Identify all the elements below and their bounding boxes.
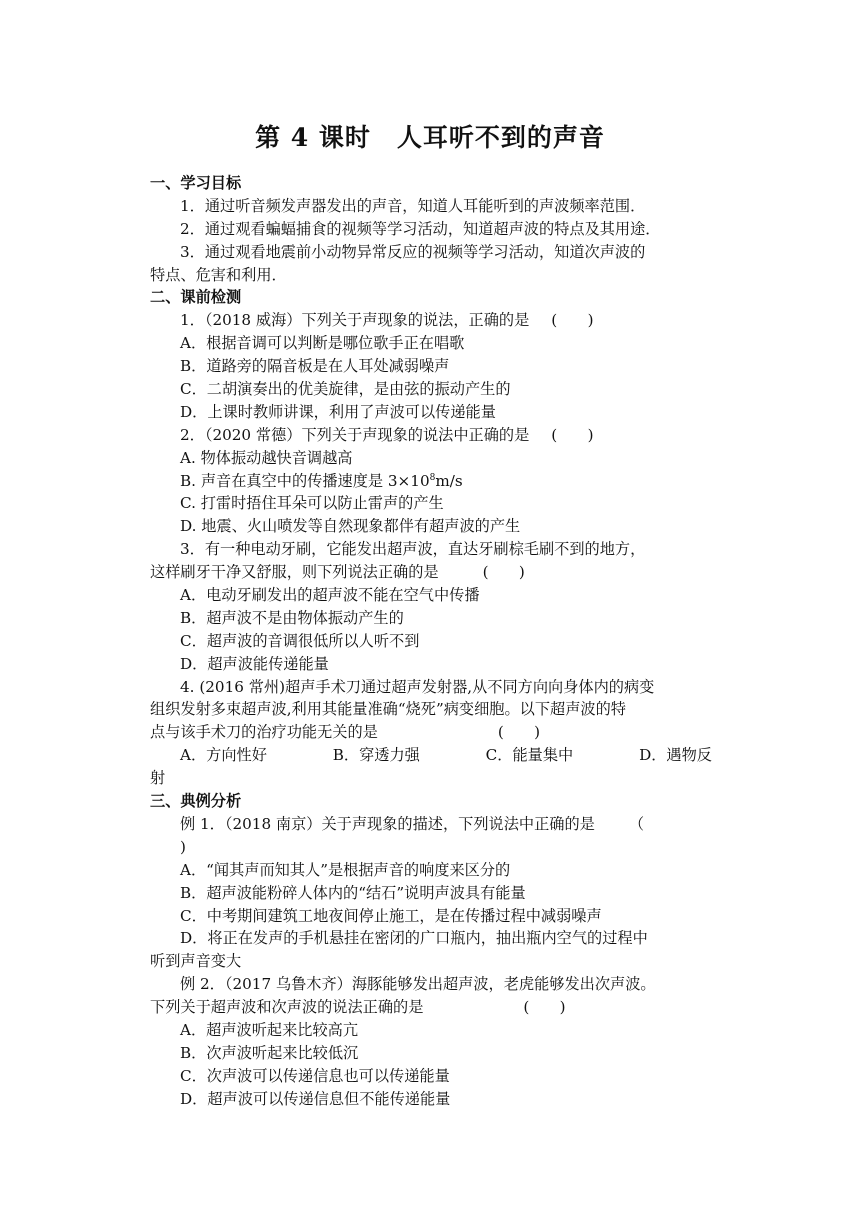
question-1-stem <box>150 309 712 332</box>
unit: m/s <box>435 471 463 490</box>
option-b: B．穿透力强 <box>332 746 420 765</box>
option-a: A. 物体振动越快音调越高 <box>180 448 353 467</box>
page-title: 第 4 课时 人耳听不到的声音 <box>255 123 605 152</box>
question-3-stem: 3．有一种电动牙刷，它能发出超声波，直达牙刷棕毛刷不到的地方， <box>180 540 646 559</box>
option-d: D．上课时教师讲课，利用了声波可以传递能量 <box>180 402 496 421</box>
question-text: 点与该手术刀的治疗功能无关的是 <box>150 723 378 742</box>
question-2-stem <box>150 424 712 447</box>
exponent: 8 <box>429 472 436 483</box>
question-4-stem-continued <box>150 721 712 744</box>
section-heading-examples: 三、典例分析 <box>150 792 242 811</box>
option-d: D．超声波可以传递信息但不能传递能量 <box>180 1089 451 1108</box>
option-b: B．道路旁的隔音板是在人耳处减弱噪声 <box>180 357 450 376</box>
option-b: B．超声波不是由物体振动产生的 <box>180 608 404 627</box>
option-c: C．超声波的音调很低所以人听不到 <box>180 631 420 650</box>
section-heading-goals: 一、学习目标 <box>150 174 242 192</box>
option-d: D．超声波能传递能量 <box>180 654 329 673</box>
option-b: B．次声波听起来比较低沉 <box>180 1043 359 1062</box>
option-a: A．超声波听起来比较高亢 <box>180 1020 359 1039</box>
option-a: A．电动牙刷发出的超声波不能在空气中传播 <box>180 586 480 605</box>
option-a: A．方向性好 <box>180 746 267 765</box>
section-heading-pretest: 二、课前检测 <box>150 288 242 307</box>
option-b: B．超声波能粉碎人体内的“结石”说明声波具有能量 <box>180 883 526 902</box>
option-b <box>150 470 712 493</box>
question-text: 例 1．（2018 南京）关于声现象的描述，下列说法中正确的是 <box>180 814 595 833</box>
question-text: 1．（2018 威海）下列关于声现象的说法，正确的是 <box>180 311 530 330</box>
answer-bracket-open: （ <box>628 814 645 833</box>
goal-item: 2．通过观看蝙蝠捕食的视频等学习活动，知道超声波的特点及其用途． <box>180 219 661 238</box>
option-d: D. 地震、火山喷发等自然现象都伴有超声波的产生 <box>180 517 521 536</box>
answer-bracket-close: ) <box>180 837 186 856</box>
answer-bracket: ( ) <box>551 311 594 330</box>
document-body <box>150 172 712 1111</box>
example-1-stem <box>150 813 712 836</box>
answer-bracket: ( ) <box>551 425 594 444</box>
option-c: C．能量集中 <box>485 746 574 765</box>
question-3-stem-continued <box>150 561 712 584</box>
option-c: C．中考期间建筑工地夜间停止施工，是在传播过程中减弱噪声 <box>180 906 602 925</box>
answer-bracket: ( ) <box>523 998 566 1017</box>
question-text: 2．（2020 常德）下列关于声现象的说法中正确的是 <box>180 425 530 444</box>
option-c: C．二胡演奏出的优美旋律，是由弦的振动产生的 <box>180 380 511 399</box>
option-d: D．遇物反 <box>639 746 712 765</box>
question-4-options <box>150 744 712 767</box>
goal-item: 3．通过观看地震前小动物异常反应的视频等学习活动，知道次声波的 <box>180 242 646 261</box>
option-c: C．次声波可以传递信息也可以传递能量 <box>180 1066 450 1085</box>
option-b-text: B. 声音在真空中的传播速度是 3×10 <box>180 471 430 490</box>
example-2-stem-continued <box>150 996 712 1019</box>
answer-bracket: ( ) <box>482 563 525 582</box>
question-4-stem: 4. (2016 常州)超声手术刀通过超声发射器,从不同方向向身体内的病变 <box>180 677 655 696</box>
question-4-stem-continued: 组织发射多束超声波,利用其能量准确“烧死”病变细胞。以下超声波的特 <box>150 700 626 719</box>
option-a: A．“闻其声而知其人”是根据声音的响度来区分的 <box>180 860 511 879</box>
question-text: 下列关于超声波和次声波的说法正确的是 <box>150 998 424 1017</box>
example-2-stem: 例 2．（2017 乌鲁木齐）海豚能够发出超声波，老虎能够发出次声波。 <box>180 975 656 994</box>
option-d-continued: 听到声音变大 <box>150 952 242 971</box>
option-c: C. 打雷时捂住耳朵可以防止雷声的产生 <box>180 494 444 513</box>
option-d: D．将正在发声的手机悬挂在密闭的广口瓶内，抽出瓶内空气的过程中 <box>180 929 648 948</box>
goal-item-continued: 特点、危害和利用． <box>150 265 287 284</box>
answer-bracket: ( ) <box>497 723 541 742</box>
goal-item: 1．通过听音频发声器发出的声音，知道人耳能听到的声波频率范围． <box>180 196 646 215</box>
option-a: A．根据音调可以判断是哪位歌手正在唱歌 <box>180 334 465 353</box>
option-d-continued: 射 <box>150 769 166 788</box>
question-text: 这样刷牙干净又舒服，则下列说法正确的是 <box>150 563 439 582</box>
